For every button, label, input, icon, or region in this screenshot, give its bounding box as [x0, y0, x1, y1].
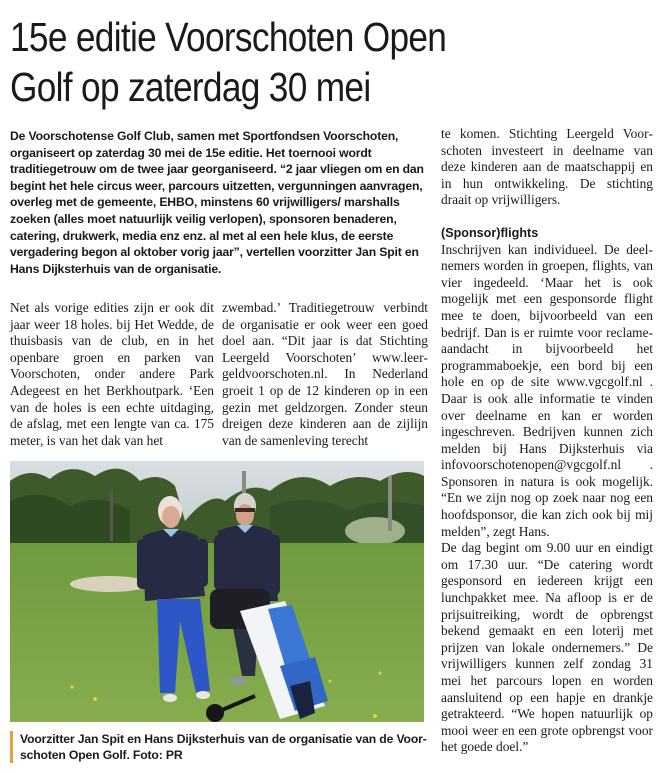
article-photo	[10, 461, 424, 722]
body-column-2	[222, 300, 428, 449]
body-paragraph: Net als vorige edities zijn er ook dit jaar weer 18 holes. bij Het Wedde, de thuisbasis van de club, en in het openbare groen en parken van Voorschoten, onder andere Park Adegeest en het Berkhoutpark. ‘Een van de holes is een echte uitdaging, de afslag, met een lengte van ca. 175 meter, is van het dak van het	[10, 300, 214, 448]
section-subheading: (Sponsor)flights	[441, 225, 539, 240]
golfers-photo-illustration	[10, 461, 424, 722]
body-paragraph: zwembad.’ Traditiegetrouw verbindt de organisatie er ook weer een goed doel aan. “Dit jaar is dat Stichting Leergeld Voorschoten’ www.leergeldvoorschoten.nl. In Nederland groeit 1 op de 12 kinderen op in een gezin met geldzorgen. Zonder steun dreigen deze kinderen aan de zijlijn van de samenleving terecht	[222, 300, 428, 448]
body-column-1	[10, 300, 214, 449]
body-paragraph: De dag begint om 9.00 uur en eindigt om 17.30 uur. “De catering wordt gesponsord en iedereen krijgt een lunchpakket mee. Na afloop is er de prijsuitreiking, wordt de opbrengst bekend gemaakt en een loterij met prijzen van lokale ondernemers.” De vrijwilligers kunnen zelf zondag 31 mei het parcours lopen en worden aansluitend op een hapje en drankje getrakteerd. “We hopen natuurlijk op mooi weer en een grote opbrengst voor het goede doel.”	[441, 540, 653, 755]
body-column-3	[441, 126, 653, 756]
photo-caption: Voorzitter Jan Spit en Hans Dijksterhuis van de organisatie van de Voorschoten Open Golf. Foto: PR	[10, 731, 438, 763]
headline-line-1: 15e editie Voorschoten Open	[10, 14, 447, 60]
article-headline	[10, 12, 569, 112]
headline-line-2: Golf op zaterdag 30 mei	[10, 64, 371, 110]
body-paragraph: te komen. Stichting Leergeld Voorschoten investeert in deelname van deze kinderen aan de maatschappij en in hun ontwikkeling. De stichting draait op vrijwilligers.	[441, 126, 653, 208]
article-lead: De Voorschotense Golf Club, samen met Sportfondsen Voorschoten, organiseert op zaterdag 30 mei de 15e editie. Het toernooi wordt traditiegetrouw om de twee jaar georganiseerd. “2 jaar vliegen om en dan begint het hele circus weer, parcours uitzetten, vergunningen aanvragen, overleg met de gemeente, EHBO, minstens 60 vrijwilligers/ marshalls zoeken (alles moet natuurlijk veilig verlopen), sponsoren benaderen, catering, drukwerk, media enz enz. al met al een hele klus, de eerste vergadering begon al oktober vorig jaar”, vertellen voorzitter Jan Spit en Hans Dijksterhuis van de organisatie.	[10, 129, 424, 276]
body-paragraph: Inschrijven kan individueel. De deelnemers worden in groepen, flights, van vier ingedeeld. ‘Maar het is ook mogelijk met een gesponsorde flight mee te doen, bijvoorbeeld van een bedrijf. Dan is er ruimte voor reclame-aandacht in bijvoorbeeld het programmaboekje, een bord bij een hole en op de site www.vgcgolf.nl . Daar is ook alle informatie te vinden over deelname en kan er worden ingeschreven. Bedrijven kunnen zich melden bij Hans Dijksterhuis via infovoorschotenopen@vgcgolf.nl . Sponsoren in natura is ook mogelijk. “En we zijn nog op zoek naar nog een hoofdsponsor, die kan zich ook bij mij melden”, zegt Hans.	[441, 241, 653, 539]
